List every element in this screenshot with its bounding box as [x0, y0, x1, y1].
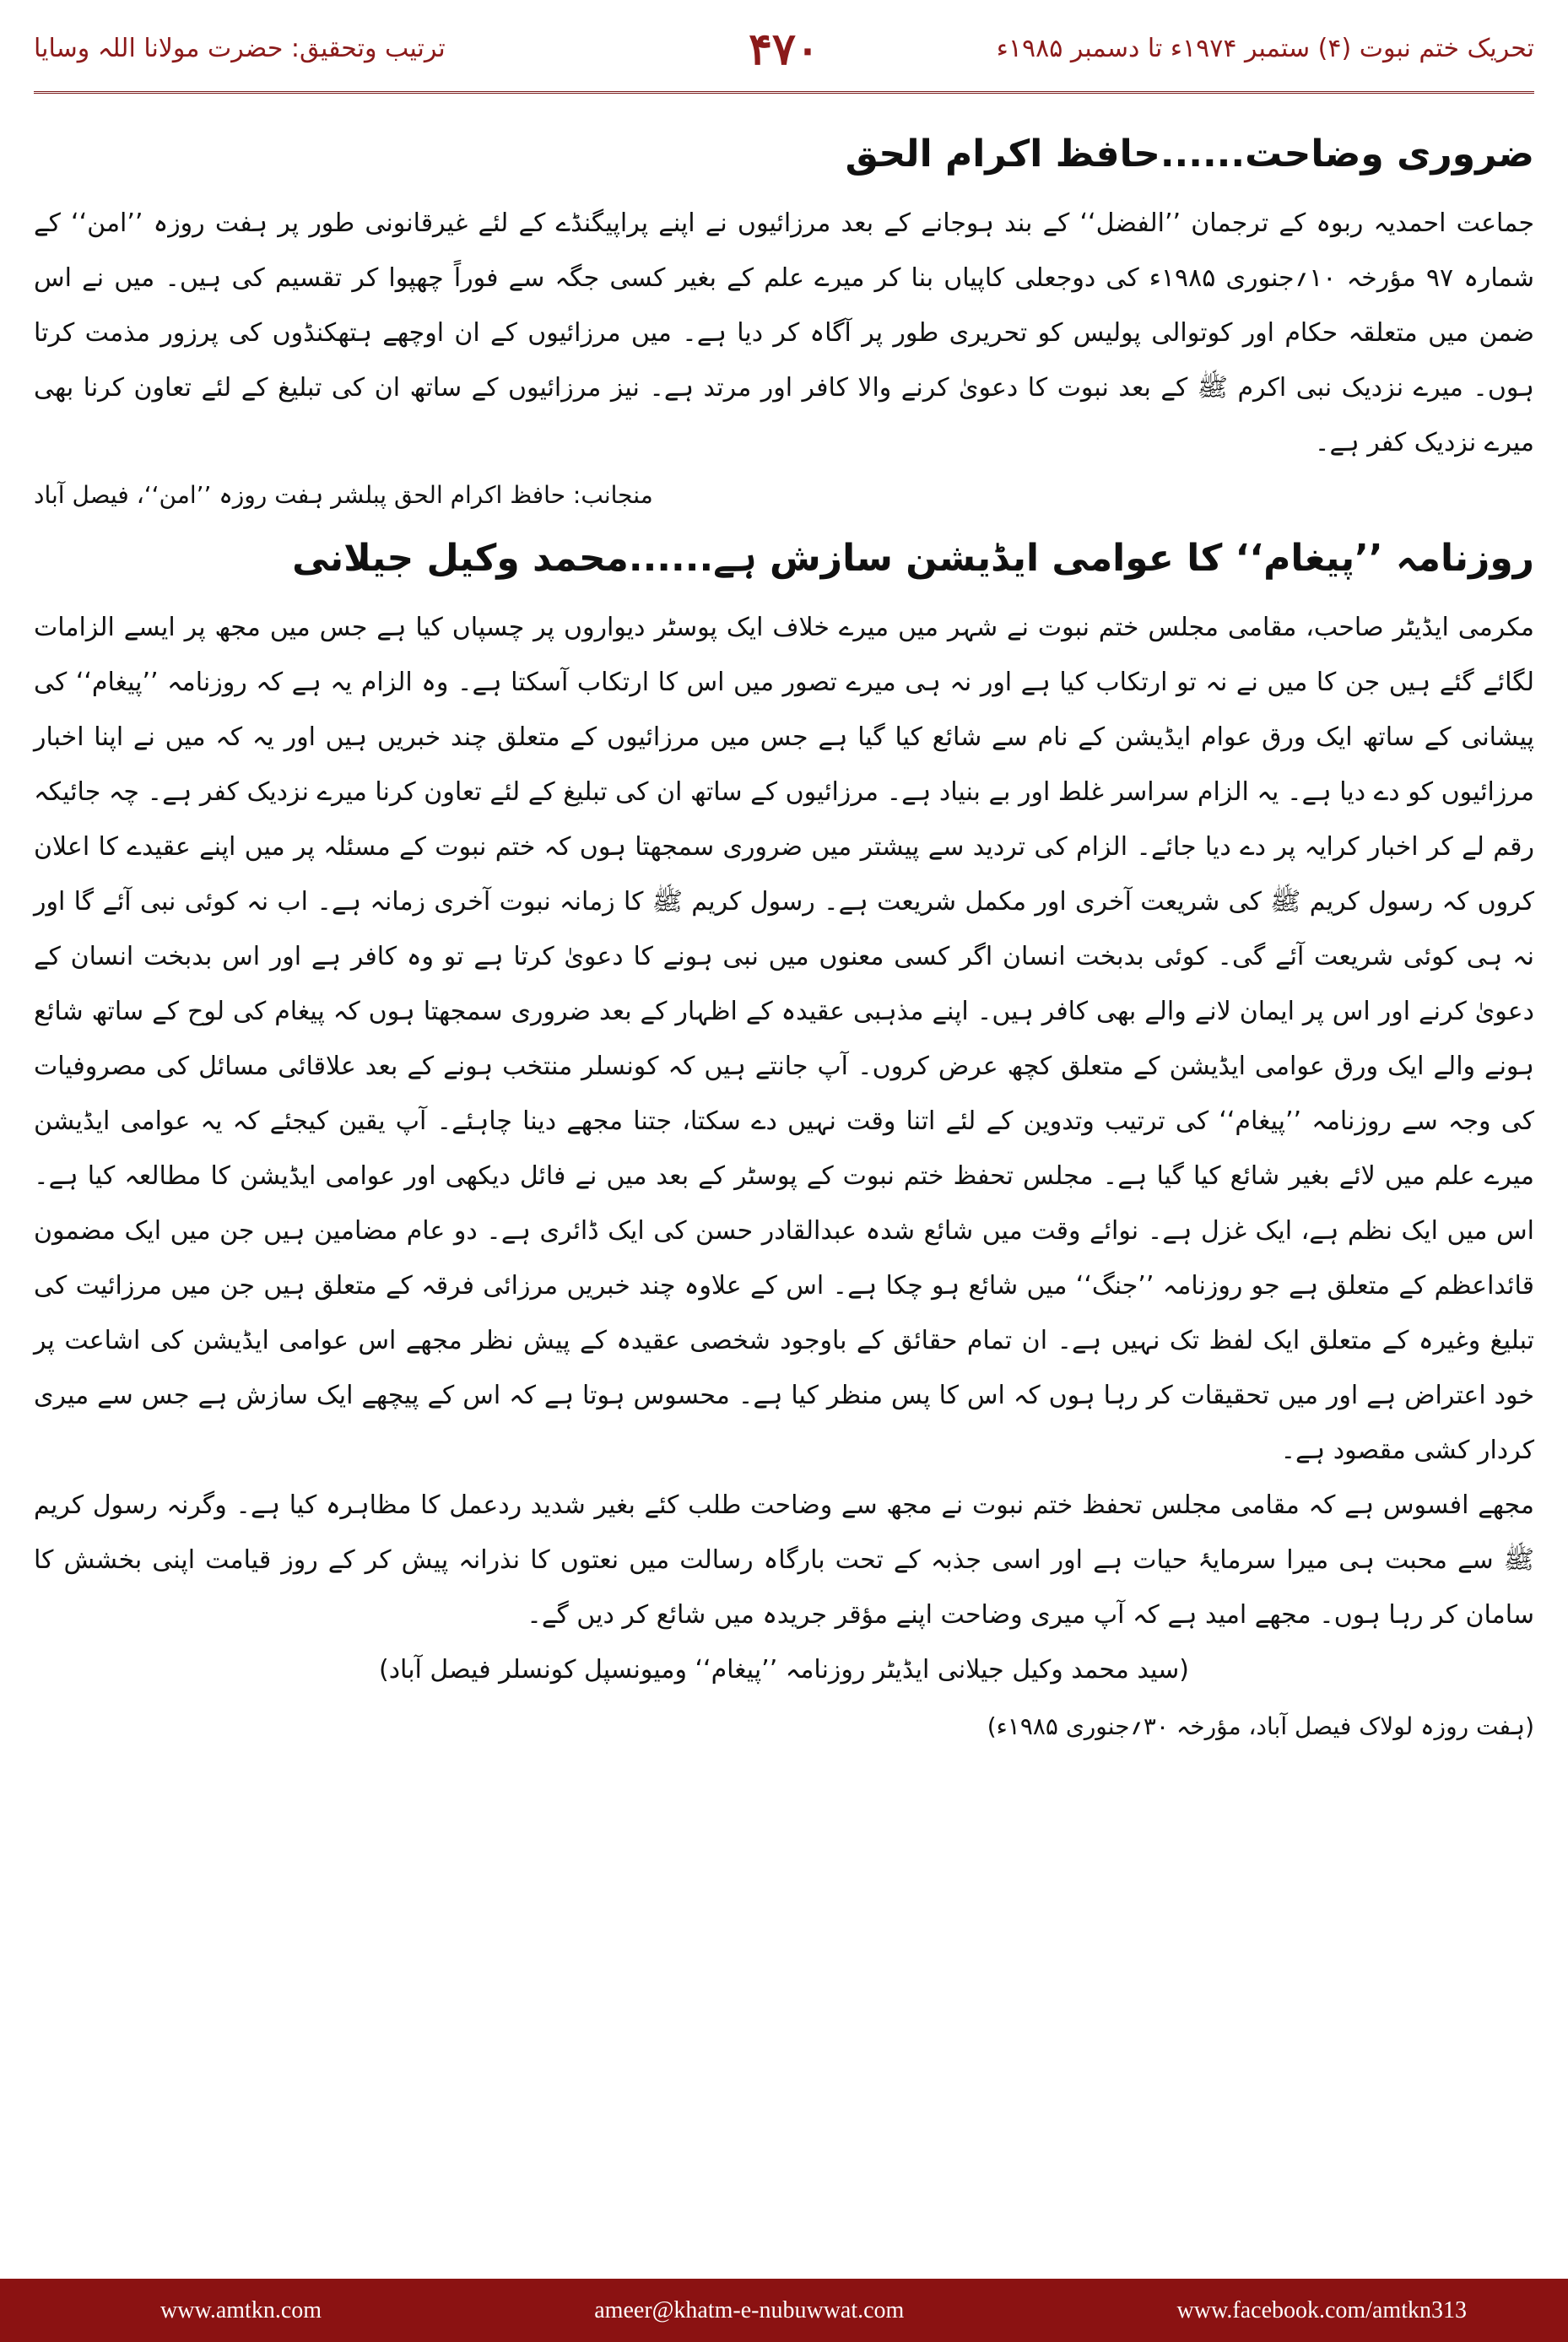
email-link[interactable]: ameer@khatm-e-nubuwwat.com: [594, 2296, 905, 2323]
page-footer: [0, 2279, 1568, 2342]
article2-signature: (سید محمد وکیل جیلانی ایڈیٹر روزنامہ ’’پیغام‘‘ ومیونسپل کونسلر فیصل آباد): [378, 1655, 1190, 1685]
article1-signature: منجانب: حافظ اکرام الحق پبلشر ہفت روزہ ’’امن‘‘، فیصل آباد: [34, 481, 653, 509]
page-number: ۴۷۰: [749, 24, 819, 75]
header-book-title: تحریک ختم نبوت (۴) ستمبر ۱۹۷۴ء تا دسمبر ۱۹۸۵ء: [996, 34, 1534, 63]
article2-title: روزنامہ ’’پیغام‘‘ کا عوامی ایڈیشن سازش ہے......محمد وکیل جیلانی: [292, 537, 1534, 580]
article1-title: ضروری وضاحت......حافظ اکرام الحق: [845, 133, 1534, 176]
page-header: [34, 24, 1534, 94]
header-compiler: ترتیب وتحقیق: حضرت مولانا اللہ وسایا: [34, 34, 446, 63]
article2-paragraph-2: مجھے افسوس ہے کہ مقامی مجلس تحفظ ختم نبوت نے مجھ سے وضاحت طلب کئے بغیر شدید ردعمل کا مظاہرہ کیا ہے۔ وگرنہ رسول کریم ﷺ سے محبت ہی میرا سرمایۂ حیات ہے اور اسی جذبہ کے تحت بارگاہ رسالت میں نعتوں کا نذرانہ پیش کر کے روز قیامت اپنی بخشش کا سامان کر رہا ہوں۔ مجھے امید ہے کہ آپ میری وضاحت اپنے مؤقر جریدہ میں شائع کر دیں گے۔: [34, 1490, 1534, 1630]
website-link[interactable]: www.amtkn.com: [160, 2296, 322, 2323]
article2-source: (ہفت روزہ لولاک فیصل آباد، مؤرخہ ۳۰؍جنوری ۱۹۸۵ء): [987, 1712, 1534, 1740]
article1-body: جماعت احمدیہ ربوہ کے ترجمان ’’الفضل‘‘ کے بند ہوجانے کے بعد مرزائیوں نے اپنے پراپیگنڈے کے لئے غیرقانونی طور پر ہفت روزہ ’’امن‘‘ کے شمارہ ۹۷ مؤرخہ ۱۰؍جنوری ۱۹۸۵ء کی دوجعلی کاپیاں بنا کر میرے علم کے بغیر کسی جگہ سے فوراً چھپوا کر تقسیم کی ہیں۔ میں نے اس ضمن میں متعلقہ حکام اور کوتوالی پولیس کو تحریری طور پر آگاہ کر دیا ہے۔ میں مرزائیوں کے ان اوچھے ہتھکنڈوں کی پرزور مذمت کرتا ہوں۔ میرے نزدیک نبی اکرم ﷺ کے بعد نبوت کا دعویٰ کرنے والا کافر اور مرتد ہے۔ نیز مرزائیوں کے ساتھ ان کی تبلیغ کے لئے تعاون کرنا بھی میرے نزدیک کفر ہے۔: [34, 208, 1535, 457]
page-content: [34, 125, 1534, 1752]
article2-paragraph-1: مکرمی ایڈیٹر صاحب، مقامی مجلس ختم نبوت نے شہر میں میرے خلاف ایک پوسٹر دیواروں پر چسپاں کیا ہے جس میں مجھ پر ایسے الزامات لگائے گئے ہیں جن کا میں نے نہ تو ارتکاب کیا ہے اور نہ ہی میرے تصور میں اس کا ارتکاب آسکتا ہے۔ وہ الزام یہ ہے کہ روزنامہ ’’پیغام‘‘ کی پیشانی کے ساتھ ایک ورق عوام ایڈیشن کے نام سے شائع کیا گیا ہے جس میں مرزائیوں کے متعلق چند خبریں ہیں اور یہ کہ میں نے اپنا اخبار مرزائیوں کو دے دیا ہے۔ یہ الزام سراسر غلط اور بے بنیاد ہے۔ مرزائیوں کے ساتھ ان کی تبلیغ کے لئے تعاون کرنا میرے نزدیک کفر ہے۔ چہ جائیکہ رقم لے کر اخبار کرایہ پر دے دیا جائے۔ الزام کی تردید سے پیشتر میں ضروری سمجھتا ہوں کہ ختم نبوت کے مسئلہ پر میں اپنے عقیدے کا اعلان کروں کہ رسول کریم ﷺ کی شریعت آخری اور مکمل شریعت ہے۔ رسول کریم ﷺ کا زمانہ نبوت آخری زمانہ ہے۔ اب نہ کوئی نبی آئے گا اور نہ ہی کوئی شریعت آئے گی۔ کوئی بدبخت انسان اگر کسی معنوں میں نبی ہونے کا دعویٰ کرتا ہے تو وہ کافر ہے اور اس بدبخت انسان کے دعویٰ کرنے اور اس پر ایمان لانے والے بھی کافر ہیں۔ اپنے مذہبی عقیدہ کے اظہار کے بعد ضروری سمجھتا ہوں کہ پیغام کی لوح کے ساتھ شائع ہونے والے ایک ورق عوامی ایڈیشن کے متعلق کچھ عرض کروں۔ آپ جانتے ہیں کہ کونسلر منتخب ہونے کے بعد علاقائی مسائل کی مصروفیات کی وجہ سے روزنامہ ’’پیغام‘‘ کی ترتیب وتدوین کے لئے اتنا وقت نہیں دے سکتا، جتنا مجھے دینا چاہئے۔ آپ یقین کیجئے کہ یہ عوامی ایڈیشن میرے علم میں لائے بغیر شائع کیا گیا ہے۔ مجلس تحفظ ختم نبوت کے پوسٹر کے بعد میں نے فائل دیکھی اور عوامی ایڈیشن کا مطالعہ کیا ہے۔ اس میں ایک نظم ہے، ایک غزل ہے۔ نوائے وقت میں شائع شدہ عبدالقادر حسن کی ایک ڈائری ہے۔ دو عام مضامین ہیں جن میں ایک مضمون قائداعظم کے متعلق ہے جو روزنامہ ’’جنگ‘‘ میں شائع ہو چکا ہے۔ اس کے علاوہ چند خبریں مرزائی فرقہ کے متعلق ہیں جن میں مرزائیت کی تبلیغ وغیرہ کے متعلق ایک لفظ تک نہیں ہے۔ ان تمام حقائق کے باوجود شخصی عقیدہ کے پیش نظر مجھے اس عوامی ایڈیشن کی اشاعت پر خود اعتراض ہے اور میں تحقیقات کر رہا ہوں کہ اس کا پس منظر کیا ہے۔ محسوس ہوتا ہے کہ اس کے پیچھے ایک سازش ہے جس سے میری کردار کشی مقصود ہے۔: [34, 613, 1534, 1465]
facebook-link[interactable]: www.facebook.com/amtkn313: [1176, 2296, 1467, 2323]
